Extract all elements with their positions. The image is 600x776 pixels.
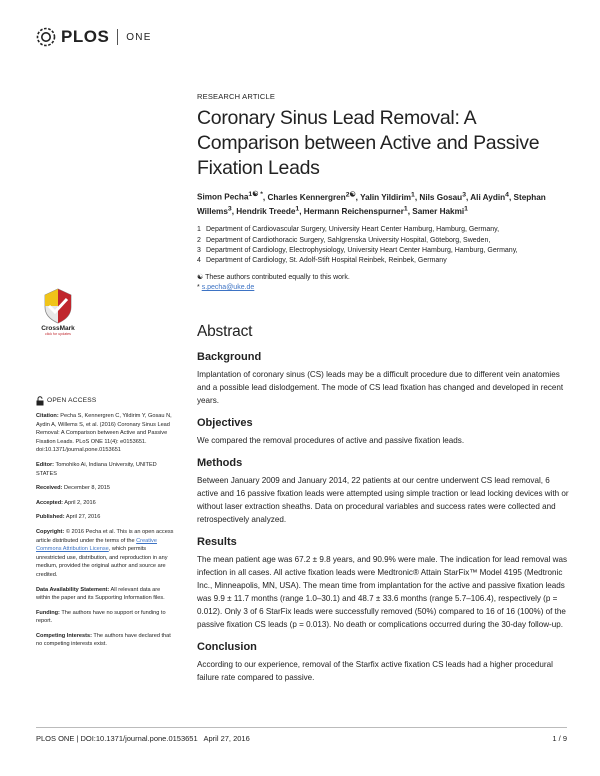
data-availability-text: All relevant data are within the paper and its Supporting Information files. [36,586,165,602]
sidebar-metadata [36,396,176,655]
editor-block [36,461,176,478]
citation-label: Citation: [36,413,59,419]
citation-block [36,412,176,455]
accepted-text: April 2, 2016 [64,499,96,506]
published-text: April 27, 2016 [65,514,101,521]
plos-one-logo[interactable] [36,24,152,50]
received-label: Received: [36,485,63,492]
open-access-badge [36,396,176,406]
affiliations [197,225,573,266]
affiliation-number: 2 [197,236,201,244]
data-availability-label: Data Availability Statement: [36,586,110,593]
section-heading: Background [197,351,262,364]
author-name[interactable]: Nils Gosau [419,192,463,202]
accepted-block [36,499,176,508]
competing-interests-text: The authors have declared that no competing interests exist. [36,632,171,648]
data-availability-block [36,586,176,603]
published-label: Published: [36,514,65,521]
received-text: December 8, 2015 [64,485,111,492]
copyright-label: Copyright: [36,528,65,535]
section-heading: Results [197,536,237,549]
author-name[interactable]: Stephan Willems [197,192,546,216]
corresponding-star: * [197,284,200,292]
author-name[interactable]: Ali Aydin [470,192,506,202]
section-heading: Conclusion [197,641,257,654]
affiliation-text: Department of Cardiology, Electrophysiology, University Heart Center Hamburg, Hamburg, Germany, [206,246,518,254]
crossmark-sub: click for updates [45,332,71,336]
competing-interests-label: Competing Interests: [36,632,92,639]
author-name[interactable]: Hermann Reichenspurner [303,206,404,216]
author-sup: 4 [505,191,509,198]
page-number: 1 / 9 [552,734,567,743]
affiliation-number: 3 [197,246,201,254]
author-sup: 1 [295,205,300,213]
author-sup: 2☯ [345,191,356,198]
received-block [36,484,176,493]
crossmark-label: CrossMark [41,325,75,332]
plos-logo-icon [36,27,56,47]
copyright-block [36,528,176,580]
author-name[interactable]: Hendrik Treede [236,206,296,216]
author-sup: 3 [227,205,232,213]
affiliation-number: 1 [197,226,201,234]
main-column [197,92,573,684]
author-sup: 3 [462,191,466,198]
logo-text: PLOS [61,27,110,46]
section-heading: Objectives [197,417,253,430]
sidebar-crossmark [36,288,176,336]
crossmark-badge[interactable] [36,288,80,336]
author-sup: 1 [403,205,408,213]
published-block [36,513,176,522]
section-text: Implantation of coronary sinus (CS) leads may be a difficult procedure due to different vein anatomies and a possible lead dislodgement. The mode of CS lead fixation has changed and developed in recent years. [197,370,564,406]
editor-label: Editor: [36,461,55,468]
affiliation-text: Department of Cardiology, St. Adolf-Stift Hospital Reinbek, Reinbek, Germany [206,257,447,265]
journal-name: ONE [126,31,152,43]
author-sup: 1 [464,205,468,213]
footer-citation: PLOS ONE | DOI:10.1371/journal.pone.0153651 April 27, 2016 [36,734,250,743]
page-footer [36,734,567,743]
copyright-text-pre: © 2016 Pecha et al. This is an open access article distributed under the terms of the [36,528,174,544]
author-sup: 1 [411,191,415,198]
author-sup: 1☯ * [248,191,263,198]
affiliation-item [197,225,573,235]
affiliation-item [197,246,573,256]
logo-separator [117,29,118,45]
accepted-label: Accepted: [36,499,64,506]
funding-text: The authors have no support or funding to report. [36,609,166,625]
license-link[interactable]: Creative Commons Attribution License [36,537,157,553]
affiliation-text: Department of Cardiovascular Surgery, University Heart Center Hamburg, Hamburg, Germany, [206,226,500,234]
author-notes [197,273,573,293]
section-heading: Methods [197,457,243,470]
affiliation-item [197,256,573,266]
section-text: The mean patient age was 67.2 ± 9.8 years, and 90.9% were male. The indication for lead removal was infection in all cases. All active fixation leads were Medtronic® Attain StarFix™ Model 4195 (Medtronic Inc., Minneapolis, MN, USA). The mean time from implantation for the active and passive fixation leads was 9.9 ± 11.7 months (range 1.0–30.1) and 48.7 ± 33.6 months (range 5.7–106.4), respectively (p = 0.012). Only 3 of 6 StarFix leads were successfully removed (50%) compared to 16 of 16 (100%) of the passive fixation CS leads (p = 0.013). No death or complications occurred during the 30-day follow-up. [197,555,568,630]
affiliation-number: 4 [197,257,201,265]
funding-label: Funding: [36,609,60,616]
open-access-label: OPEN ACCESS [47,396,97,404]
section-text: Between January 2009 and January 2014, 22 patients at our centre underwent CS lead removal, 6 active and 16 passive fixation leads were attempted using simple traction or lead locking devices with or without laser extraction sheaths. Data on procedural variables and success rates were collected and retrospectively analyzed. [197,476,569,525]
author-list: Simon Pecha$^{1☯ *}$, Charles Kennergren$^{2☯}$, Yalin Yildirim$^1$, Nils Gosau$^3$, Ali Aydin$^4$, Stephan Willems$^3$, Hendrik Treede$^1$, Hermann Reichenspurner$^1$, Samer Hakmi$^1$ [197,191,546,216]
article-type: RESEARCH ARTICLE [197,92,276,101]
editor-text: Tomohiko Ai, Indiana University, UNITED STATES [36,461,157,477]
email-link[interactable]: s.pecha@uke.de [201,284,255,292]
author-name[interactable]: Charles Kennergren [267,192,346,202]
abstract-sections [197,351,573,684]
affiliation-item [197,236,573,246]
footer-rule [36,727,567,728]
funding-block [36,609,176,626]
copyright-text-post: , which permits unrestricted use, distribution, and reproduction in any medium, provided the original author and source are credited. [36,546,168,578]
equal-contribution-note: ☯ These authors contributed equally to this work. [197,274,350,282]
author-name[interactable]: Simon Pecha [197,192,249,202]
abstract-heading: Abstract [197,323,253,341]
affiliation-text: Department of Cardiothoracic Surgery, Sahlgrenska University Hospital, Göteborg, Sweden, [206,236,491,244]
author-name[interactable]: Yalin Yildirim [360,192,412,202]
section-text: We compared the removal procedures of active and passive fixation leads. [197,436,465,446]
author-name[interactable]: Samer Hakmi [412,206,465,216]
competing-interests-block [36,632,176,649]
crossmark-icon [43,288,73,324]
citation-text: Pecha S, Kennergren C, Yildirim Y, Gosau N, Aydin A, Willems S, et al. (2016) Coronary Sinus Lead Removal: A Comparison between Active and Passive Fixation Leads. PLoS ONE 11(4): e0153651. doi:10.1371/journal.pone.0153651 [36,413,172,454]
section-text: According to our experience, removal of the Starfix active fixation CS leads had a higher procedural failure rate compared to passive. [197,660,553,683]
article-title: Coronary Sinus Lead Removal: A Comparison between Active and Passive Fixation Leads [197,107,540,179]
open-lock-icon [36,396,44,406]
